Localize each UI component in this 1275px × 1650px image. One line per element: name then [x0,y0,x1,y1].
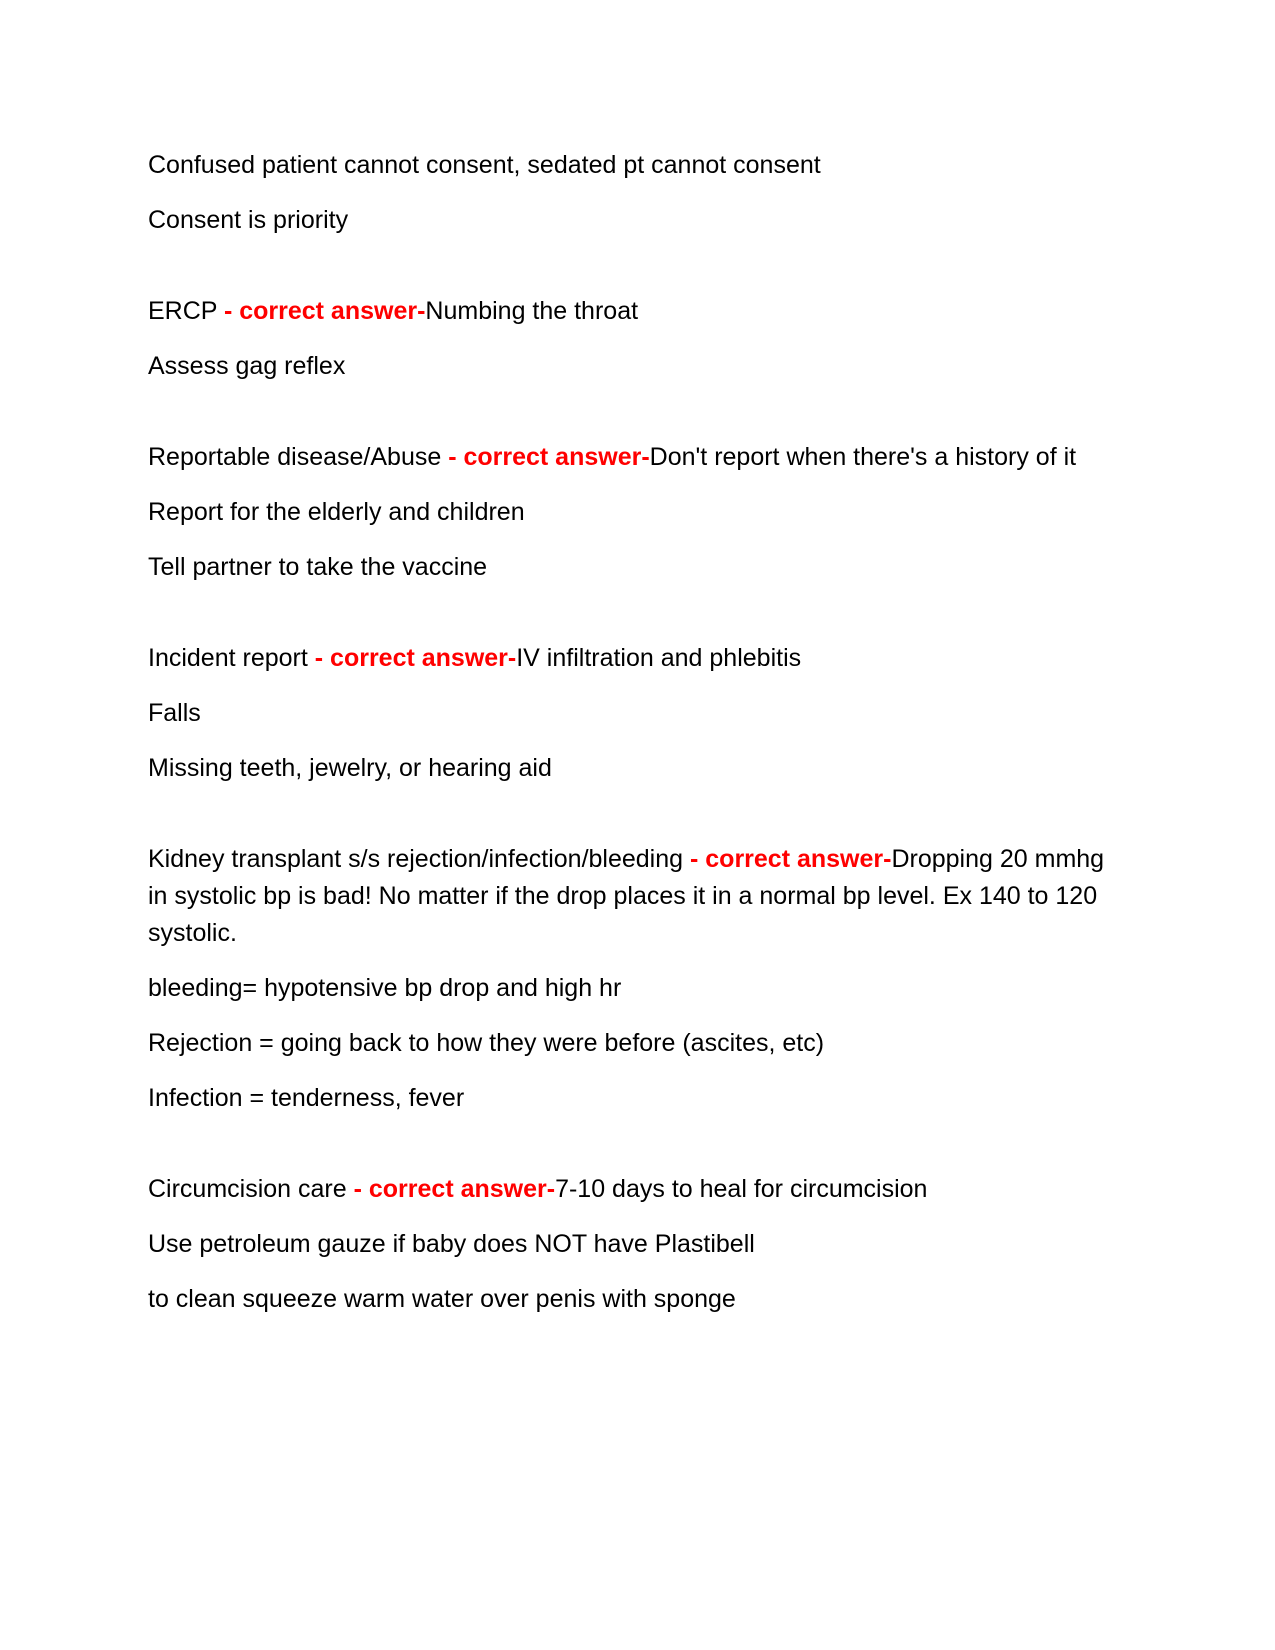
qa-block [148,841,1128,1117]
qa-block [148,640,1128,787]
block-gap [148,403,1128,439]
answer-text: Numbing the throat [425,297,639,325]
qa-heading-line [148,841,1128,952]
qa-heading-line [148,640,1128,677]
question-text: ERCP [148,297,224,325]
block-gap [148,1135,1128,1171]
question-text: Kidney transplant s/s rejection/infection/bleeding [148,845,690,873]
answer-text: 7-10 days to heal for circumcision [555,1175,928,1203]
question-text: Incident report [148,644,315,672]
note-line: Missing teeth, jewelry, or hearing aid [148,754,552,782]
answer-text: Don't report when there's a history of it [649,443,1077,471]
note-line: Consent is priority [148,206,349,234]
correct-answer-marker: - correct answer- [223,297,426,325]
answer-text: Dropping 20 mmhg in systolic bp is bad! No matter if the drop places it in a normal bp level. Ex 140 to 120 systolic. [148,845,1105,947]
note-line: Assess gag reflex [148,352,346,380]
qa-heading-line [148,293,1128,330]
qa-heading-line [148,1171,1128,1208]
note-line: Tell partner to take the vaccine [148,553,488,581]
answer-text: IV infiltration and phlebitis [516,644,802,672]
note-line: bleeding= hypotensive bp drop and high hr [148,974,622,1002]
qa-heading-line [148,439,1128,476]
correct-answer-marker: - correct answer- [690,845,892,873]
note-block [148,147,1128,239]
note-line: Rejection = going back to how they were before (ascites, etc) [148,1029,825,1057]
block-gap [148,604,1128,640]
question-text: Reportable disease/Abuse [148,443,449,471]
block-gap [148,805,1128,841]
qa-block [148,293,1128,385]
correct-answer-marker: - correct answer- [353,1175,556,1203]
note-line: Infection = tenderness, fever [148,1084,465,1112]
qa-block [148,439,1128,586]
correct-answer-marker: - correct answer- [448,443,650,471]
question-text: Circumcision care [148,1175,354,1203]
note-line: Use petroleum gauze if baby does NOT have Plastibell [148,1230,755,1258]
note-line: Report for the elderly and children [148,498,525,526]
note-line: Confused patient cannot consent, sedated pt cannot consent [148,151,821,179]
block-gap [148,257,1128,293]
note-line: Falls [148,699,201,727]
correct-answer-marker: - correct answer- [314,644,517,672]
qa-block [148,1171,1128,1318]
document-page [148,147,1128,1336]
note-line: to clean squeeze warm water over penis with sponge [148,1285,736,1313]
